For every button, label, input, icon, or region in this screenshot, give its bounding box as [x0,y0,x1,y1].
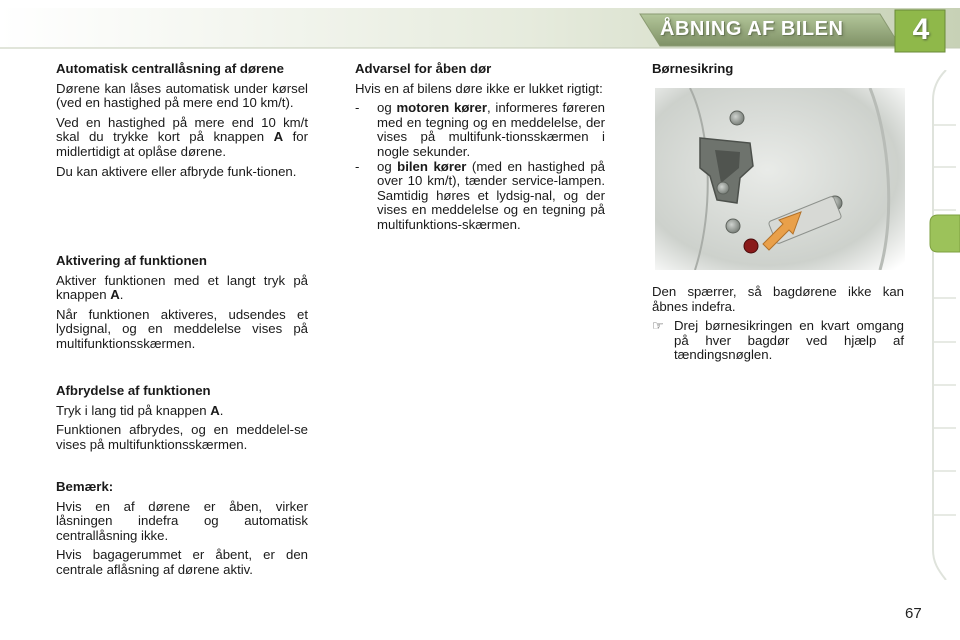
bullet-text: Drej børnesikringen en kvart omgang på hver bagdør ved hjælp af tændingsnøglen. [674,318,904,363]
text-run: . [219,402,224,418]
chapter-tabs-sidebar [928,70,960,580]
paragraph: Hvis en af dørene er åben, virker låsningen indefra og automatisk centrallåsning ikke. [56,498,308,543]
text-run: Tryk i lang tid på knappen [56,402,211,418]
section-auto-locking [56,62,308,184]
bullet-text [377,160,605,233]
text-run: (med en hastighed på over 10 km/t), tænder service-lampen. Samtidig høres et lydsig-nal, og der vises en meddelelse og en tegning på multifunktions-skærmen. [377,158,605,232]
column-door-warning [355,62,605,233]
child-lock-photo [655,88,905,270]
section-note [56,480,308,583]
text-run: for midlertidigt at oplåse dørene. [56,129,308,159]
page-header [0,0,960,70]
section-deactivation [56,384,308,457]
paragraph: Hvis en af bilens døre ikke er lukket rigtigt: [355,80,603,96]
paragraph: Den spærrer, så bagdørene ikke kan åbnes indefra. [652,284,904,314]
paragraph [56,274,308,303]
section-title: Afbrydelse af funktionen [56,383,211,398]
text-run: Ved en hastighed på mere end 10 km/t skal du trykke kort på knappen [56,114,308,145]
text-run: , informeres føreren med en tegning og en meddelelse, der vises på multifunk-tionsskærmen i nogle sekunder. [377,100,605,159]
paragraph: Når funktionen aktiveres, udsendes et lydsignal, og en meddelelse vises på multifunktionsskærmen. [56,306,308,351]
bullet-mark: - [355,158,360,174]
emphasis: bilen kører [397,158,467,174]
section-title: Aktivering af funktionen [56,253,207,268]
bullet-text [377,101,605,159]
text-run: Aktiver funktionen med et langt tryk på knappen [56,272,308,303]
paragraph: Funktionen afbrydes, og en meddelel-se vises på multifunktionsskærmen. [56,422,308,452]
bullet-item [355,101,605,159]
section-activation [56,254,308,357]
text-run: og [377,158,398,174]
text-run: og [377,100,397,116]
section-title: Bemærk: [56,479,114,494]
key-label: A [273,129,284,145]
bullet-item [652,319,904,363]
page-number: 67 [905,605,922,622]
paragraph: Dørene kan låses automatisk under kørsel (ved en hastighed på mere end 10 km/t). [56,80,308,111]
paragraph: Hvis bagagerummet er åbent, er den centrale aflåsning af dørene aktiv. [56,547,308,577]
paragraph: Du kan aktivere eller afbryde funk-tionen. [56,163,297,179]
chapter-title: ÅBNING AF BILEN [660,18,844,40]
emphasis: motoren kører [396,100,487,116]
key-label: A [210,402,220,418]
paragraph [56,404,308,419]
section-title: Automatisk centrallåsning af dørene [56,61,284,76]
key-label: A [110,287,120,303]
text-run: . [119,287,124,303]
column-child-lock-body [652,285,904,363]
bullet-mark: - [355,100,360,116]
paragraph [56,116,308,160]
column-child-lock-title [652,62,904,82]
section-title: Advarsel for åben dør [355,61,492,76]
section-title: Børnesikring [652,61,734,76]
pointing-hand-icon: ☞ [652,318,664,334]
bullet-item [355,160,605,233]
chapter-number: 4 [912,13,930,46]
